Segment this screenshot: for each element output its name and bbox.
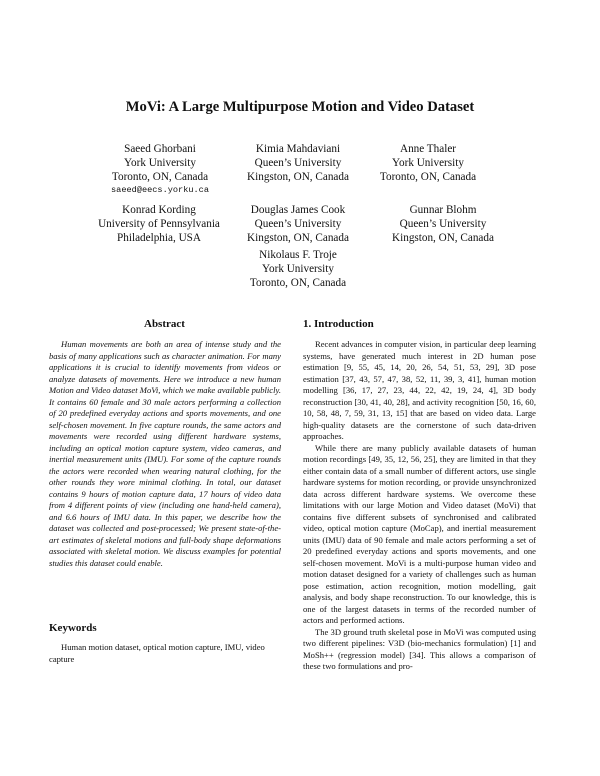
keywords-text: Human motion dataset, optical motion capture, IMU, video capture: [49, 642, 265, 664]
author-block: [233, 142, 363, 184]
author-name: Konrad Kording: [122, 204, 196, 216]
keywords-heading: Keywords: [49, 622, 97, 634]
paper-title: MoVi: A Large Multipurpose Motion and Video Dataset: [125, 99, 475, 115]
introduction-heading: 1. Introduction: [303, 318, 374, 330]
author-location: Toronto, ON, Canada: [249, 277, 347, 289]
author-block: [84, 203, 234, 245]
author-name: Kimia Mahdaviani: [255, 143, 341, 155]
author-affiliation: York University: [124, 157, 196, 169]
author-location: Kingston, ON, Canada: [392, 232, 494, 244]
author-block: [95, 142, 225, 197]
abstract-heading: Abstract: [144, 318, 185, 330]
introduction-paragraph: While there are many publicly available datasets of human motion recordings [49, 35, 12, 56, 25], they are limited in that they either contain data of a small number of different actors, use single hardware systems for motion recording, or provide unsynchronized data across different hardware systems. We overcome these limitations with our large Motion and Video dataset (MoVi) that contains five different subsets of synchronised and calibrated video, optical motion capture (MoCap), and inertial measurement units (IMU) data of 90 female and male actors performing a set of 20 predefined everyday actions and sports movements, and one self-chosen movement. MoVi is a multi-purpose human video and motion dataset designed for a variety of challenges such as human pose estimation, action recognition, motion modelling, gait analysis, and body shape reconstruction. To our knowledge, this is one of the largest datasets in terms of the recorded number of actors and performed actions.: [303, 442, 536, 625]
author-affiliation: Queen’s University: [399, 218, 487, 230]
abstract-text: Human movements are both an area of intense study and the basis of many applications such as character animation. For many applications it is crucial to identify movements from videos or analyze datasets of movements. Here we introduce a new human Motion and Video dataset MoVi, which we make available publicly. It contains 60 female and 30 male actors performing a collection of 20 predefined everyday actions and sports movements, and one self-chosen movement. In five capture rounds, the same actors and movements were recorded using different hardware systems, including an optical motion capture system, video cameras, and inertial measurement units (IMU). For some of the capture rounds the actors were recorded when wearing natural clothing, for the other rounds they wore minimal clothing. In total, our dataset contains 9 hours of motion capture data, 17 hours of video data from 4 different points of view (including one hand-held camera), and 6.6 hours of IMU data. In this paper, we describe how the dataset was collected and post-processed; We present state-of-the-art estimates of skeletal motions and full-body shape deformations associated with skeletal motion. We discuss examples for potential studies this dataset could enable.: [49, 339, 281, 568]
author-email[interactable]: saeed@eecs.yorku.ca: [111, 185, 209, 195]
author-affiliation: York University: [392, 157, 464, 169]
author-affiliation: Queen’s University: [254, 157, 342, 169]
author-location: Philadelphia, USA: [117, 232, 201, 244]
author-name: Anne Thaler: [399, 143, 457, 155]
author-block: [373, 203, 513, 245]
author-name: Nikolaus F. Troje: [259, 249, 337, 261]
introduction-paragraph: The 3D ground truth skeletal pose in MoVi was computed using two different pipelines: V3D (bio-mechanics formulation) [1] and MoSh++ (regression model) [34]. This allows a comparison of these two formulations and pro-: [303, 626, 536, 671]
keywords-body: [49, 642, 281, 665]
author-affiliation: York University: [262, 263, 334, 275]
author-name: Gunnar Blohm: [409, 204, 477, 216]
abstract-body: [49, 339, 281, 569]
author-affiliation: University of Pennsylvania: [98, 218, 220, 230]
author-affiliation: Queen’s University: [254, 218, 342, 230]
introduction-body: [303, 339, 536, 673]
introduction-paragraph: Recent advances in computer vision, in particular deep learning systems, have generated much interest in 2D human pose estimation [9, 55, 45, 14, 20, 26, 54, 51, 53, 29], 3D pose estimation [37, 43, 57, 47, 38, 52, 11, 39, 3, 41], human motion modelling [36, 17, 27, 23, 44, 22, 42, 19, 24, 4], 3D body reconstruction [30, 41, 40, 28], and activity recognition [50, 16, 60, 10, 58, 48, 7, 59, 31, 13, 15] that are based on video data. Large high-quality datasets are the cornerstone of such data-driven approaches.: [303, 339, 536, 441]
author-location: Toronto, ON, Canada: [379, 171, 477, 183]
author-block: [363, 142, 493, 184]
author-name: Saeed Ghorbani: [124, 143, 196, 155]
author-location: Kingston, ON, Canada: [247, 232, 349, 244]
author-location: Kingston, ON, Canada: [247, 171, 349, 183]
author-block: [228, 203, 368, 245]
author-name: Douglas James Cook: [250, 204, 346, 216]
author-block: [228, 248, 368, 290]
author-location: Toronto, ON, Canada: [111, 171, 209, 183]
